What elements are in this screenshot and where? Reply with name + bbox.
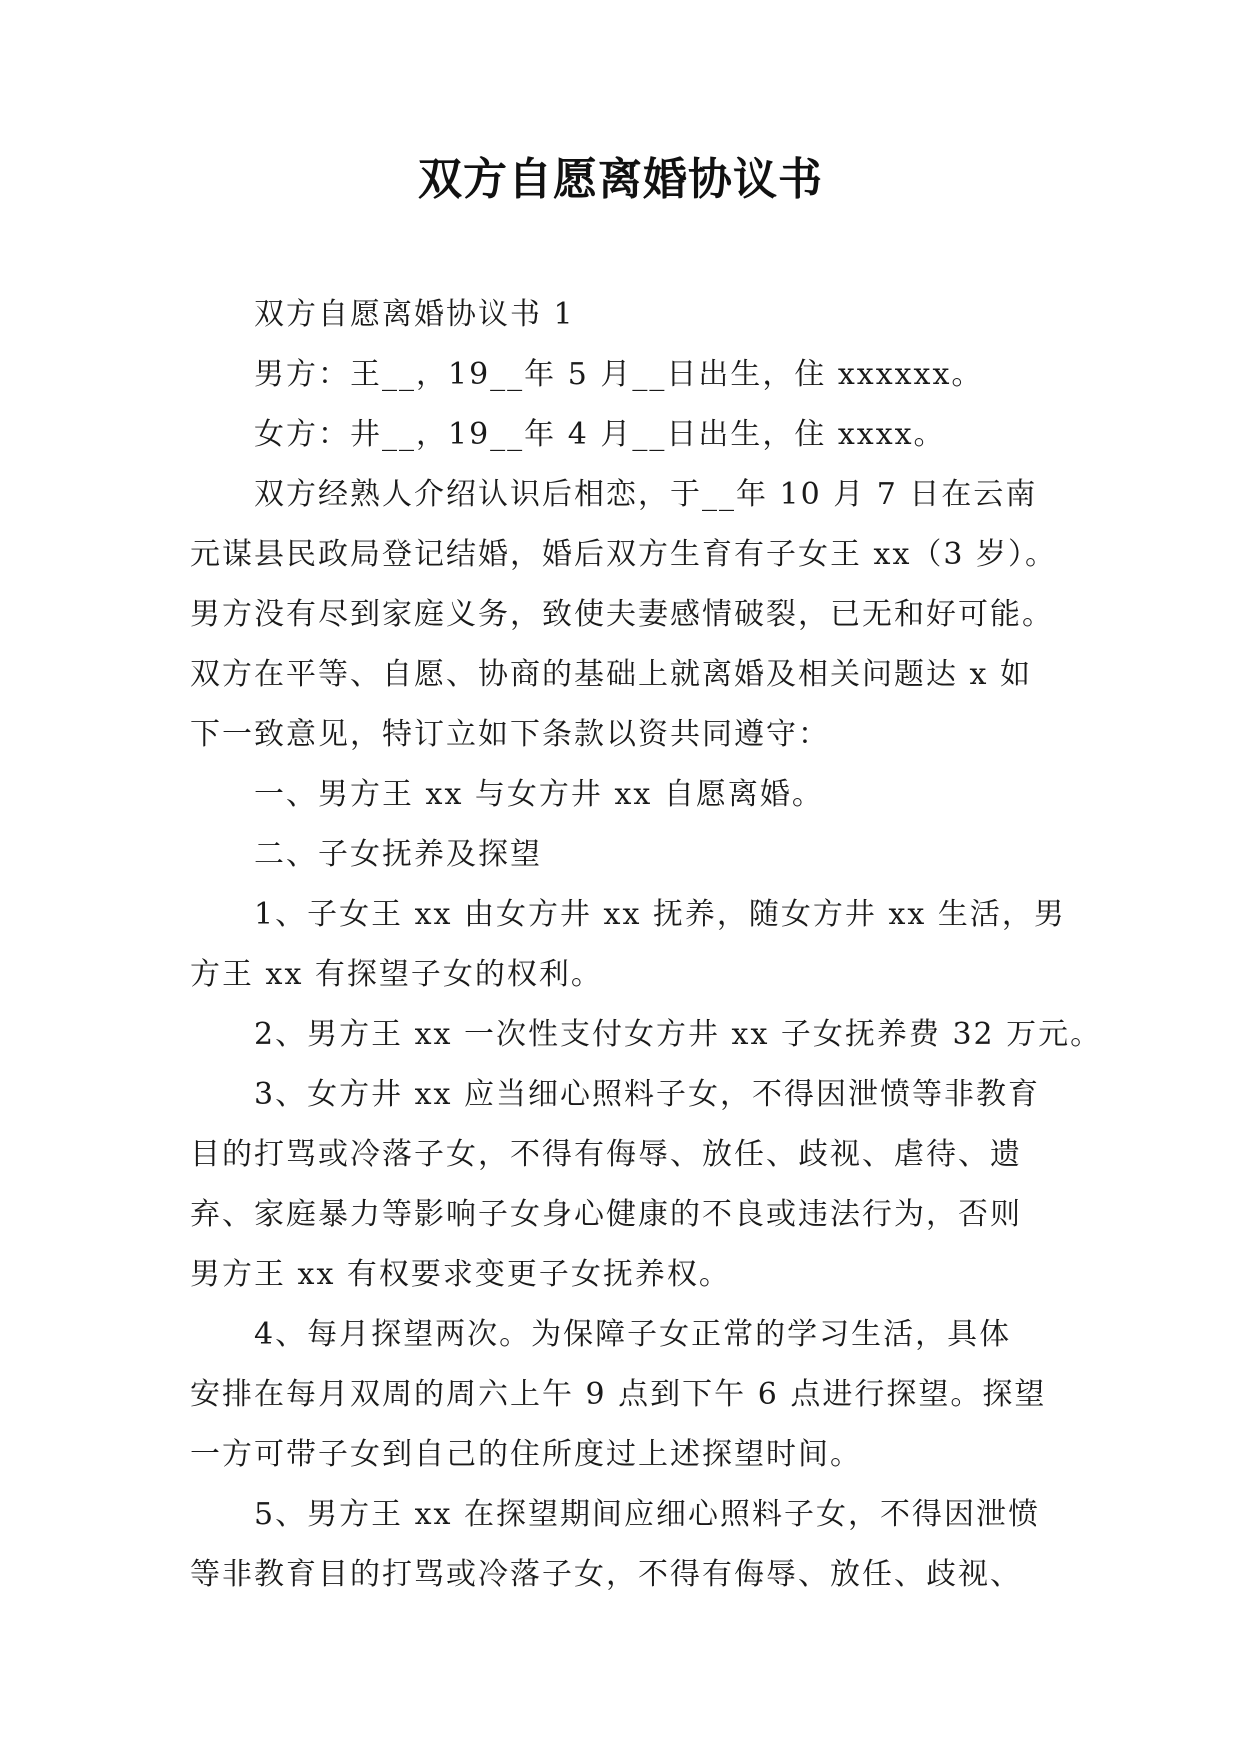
doc-line: 男方没有尽到家庭义务，致使夫妻感情破裂，已无和好可能。 — [190, 597, 1054, 632]
doc-line: 男方王 xx 有权要求变更子女抚养权。 — [190, 1257, 731, 1292]
doc-line: 双方自愿离婚协议书 1 — [254, 297, 575, 332]
doc-line: 等非教育目的打骂或冷落子女，不得有侮辱、放任、歧视、 — [190, 1557, 1022, 1592]
doc-line: 下一致意见，特订立如下条款以资共同遵守： — [190, 717, 830, 752]
doc-line: 二、子女抚养及探望 — [254, 837, 542, 872]
doc-line: 3、女方井 xx 应当细心照料子女，不得因泄愤等非教育 — [254, 1077, 1040, 1112]
doc-line: 方王 xx 有探望子女的权利。 — [190, 957, 603, 992]
document-body — [190, 285, 1103, 1605]
doc-line: 目的打骂或冷落子女，不得有侮辱、放任、歧视、虐待、遗 — [190, 1137, 1022, 1172]
doc-line: 一方可带子女到自己的住所度过上述探望时间。 — [190, 1437, 862, 1472]
doc-line: 4、每月探望两次。为保障子女正常的学习生活，具体 — [254, 1317, 1012, 1352]
doc-line: 一、男方王 xx 与女方井 xx 自愿离婚。 — [254, 777, 824, 812]
doc-line: 双方经熟人介绍认识后相恋，于__年 10 月 7 日在云南 — [254, 477, 1038, 512]
doc-line: 元谋县民政局登记结婚，婚后双方生育有子女王 xx（3 岁）。 — [190, 537, 1057, 572]
doc-line: 安排在每月双周的周六上午 9 点到下午 6 点进行探望。探望 — [190, 1377, 1047, 1412]
document-title: 双方自愿离婚协议书 — [418, 154, 823, 205]
doc-line: 女方：井__，19__年 4 月__日出生，住 xxxx。 — [254, 417, 946, 452]
doc-line: 双方在平等、自愿、协商的基础上就离婚及相关问题达 x 如 — [190, 657, 1032, 692]
doc-line: 5、男方王 xx 在探望期间应细心照料子女，不得因泄愤 — [254, 1497, 1040, 1532]
doc-line: 弃、家庭暴力等影响子女身心健康的不良或违法行为，否则 — [190, 1197, 1022, 1232]
doc-line: 男方：王__，19__年 5 月__日出生，住 xxxxxx。 — [254, 357, 984, 392]
doc-line: 1、子女王 xx 由女方井 xx 抚养，随女方井 xx 生活，男 — [254, 897, 1066, 932]
doc-line: 2、男方王 xx 一次性支付女方井 xx 子女抚养费 32 万元。 — [254, 1017, 1103, 1052]
